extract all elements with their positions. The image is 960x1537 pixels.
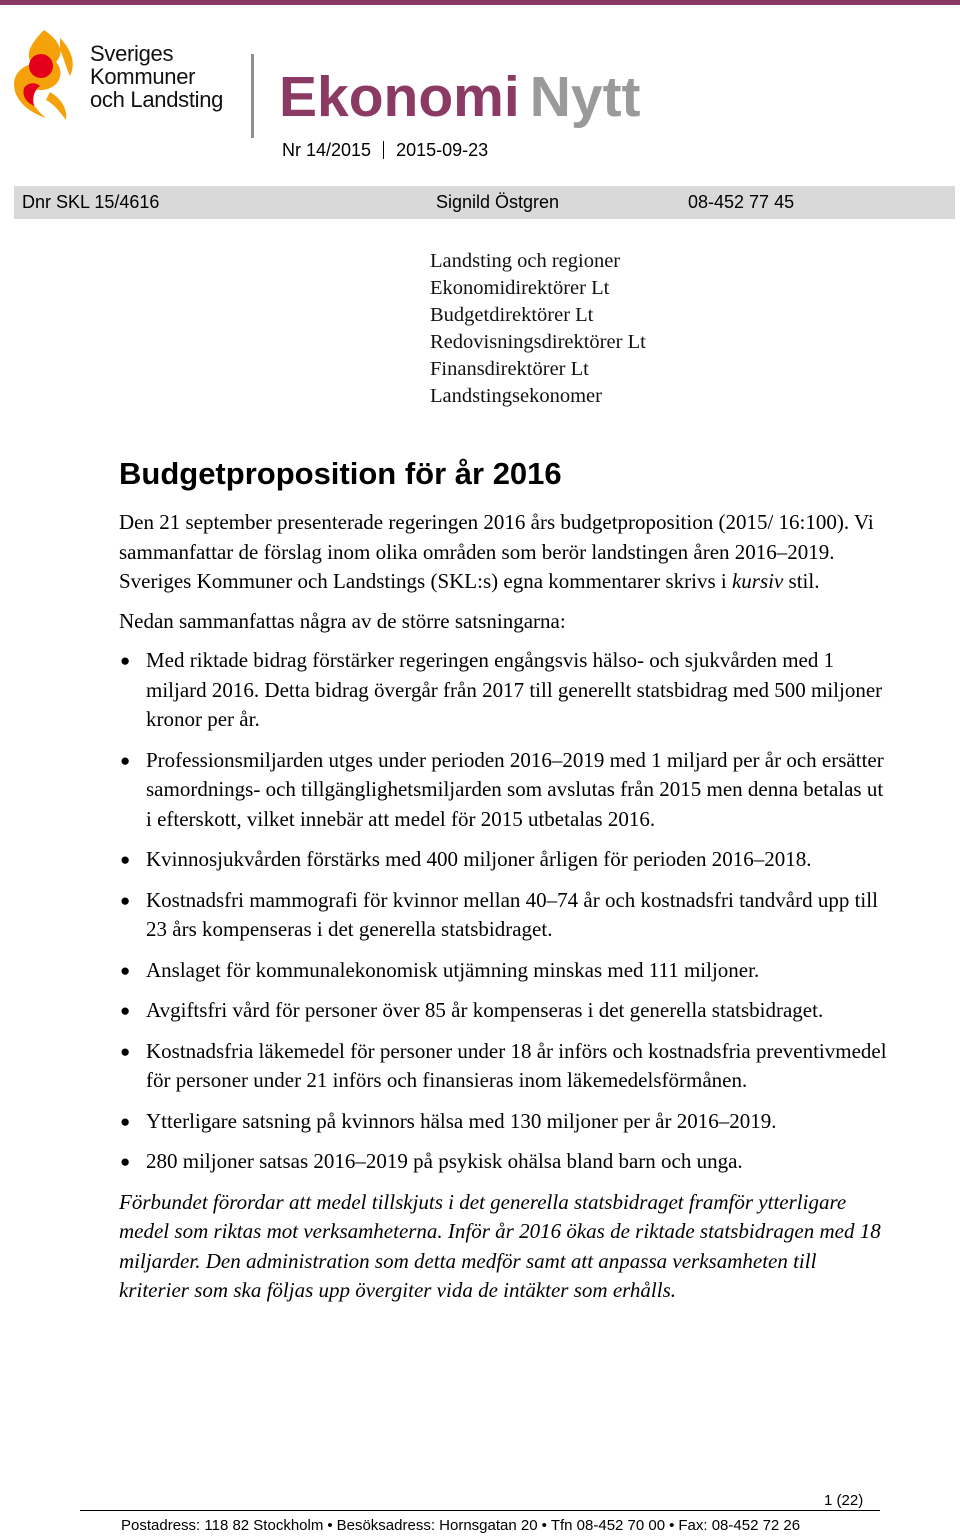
masthead-ekonomi: Ekonomi — [279, 65, 520, 129]
list-item — [119, 886, 889, 945]
list-item — [119, 646, 889, 735]
bullet-icon: ● — [120, 651, 131, 670]
list-item — [119, 1037, 889, 1096]
recipient: Landsting och regioner — [430, 250, 621, 272]
article-body — [119, 508, 889, 1306]
intro-text-end: stil. — [783, 569, 820, 593]
footer-bullet-icon: • — [669, 1517, 675, 1534]
org-line-1: Sveriges — [90, 41, 174, 66]
list-item-text: Med riktade bidrag förstärker regeringen engångsvis hälso- och sjukvården med 1 miljard 2016. Detta bidrag övergår från 2017 till generellt statsbidrag med 500 miljoner kronor per år. — [146, 648, 883, 731]
intro-italic-word: kursiv — [731, 569, 784, 593]
list-item — [119, 956, 889, 986]
skl-logo-icon — [10, 28, 76, 120]
lead-paragraph: Nedan sammanfattas några av de större satsningarna: — [119, 608, 566, 633]
recipient-list — [430, 248, 646, 410]
intro-paragraph — [119, 508, 889, 597]
bullet-icon: ● — [120, 850, 131, 869]
intro-text: Den 21 september presenterade regeringen 2016 års budgetproposition (2015/ 16:100). Vi sammanfattar de förslag inom olika områden som berör landstingen åren 2016–2019. Sveriges Kommuner och Landstings (SKL:s) egna kommentarer skrivs i — [119, 510, 874, 593]
bullet-icon: ● — [120, 1152, 131, 1171]
recipient: Ekonomidirektörer Lt — [430, 277, 610, 299]
list-item-text: 280 miljoner satsas 2016–2019 på psykisk ohälsa bland barn och unga. — [146, 1149, 743, 1173]
footer-visit: Besöksadress: Hornsgatan 20 — [336, 1517, 538, 1534]
recipient: Redovisningsdirektörer Lt — [430, 331, 646, 353]
footer-bullet-icon: • — [541, 1517, 547, 1534]
organization-name — [90, 42, 223, 111]
recipient: Landstingsekonomer — [430, 385, 602, 407]
list-item-text: Ytterligare satsning på kvinnors hälsa med 130 miljoner per år 2016–2019. — [146, 1108, 777, 1133]
contact-phone: 08-452 77 45 — [688, 192, 795, 212]
list-item-text: Professionsmiljarden utges under perioden 2016–2019 med 1 miljard per år och ersätter samordnings- och tillgänglighetsmiljarden som avslutas från 2015 men denna betalas ut i efterskott, vilket innebär att medel för 2015 utbetalas 2016. — [146, 747, 884, 831]
page-number: 1 (22) — [824, 1492, 864, 1509]
bullet-icon: ● — [120, 1001, 131, 1020]
masthead-nytt: Nytt — [529, 65, 641, 129]
list-item — [119, 746, 889, 835]
document-number: Dnr SKL 15/4616 — [22, 192, 160, 212]
list-item — [119, 1147, 889, 1177]
org-line-3: och Landsting — [90, 87, 224, 112]
issue-date: 2015-09-23 — [396, 140, 489, 160]
skl-comment-paragraph: Förbundet förordar att medel tillskjuts i det generella statsbidraget framför ytterligare medel som riktas mot verksamheterna. Inför år 2016 ökas de riktade statsbidragen med 18 miljarder. Den administration som detta medför samt att anpassa verksamheten till kriterier som ska följas upp övergiter vida de intäkter som erhålls. — [119, 1189, 881, 1302]
meta-bar — [14, 186, 955, 219]
list-item-text: Kostnadsfri mammografi för kvinnor mellan 40–74 år och kostnadsfri tandvård upp till 23 års kompenseras i det generella statsbidraget. — [146, 887, 878, 941]
list-item — [119, 996, 889, 1026]
contact-name: Signild Östgren — [436, 192, 560, 212]
footer-bullet-icon: • — [327, 1517, 333, 1534]
recipient: Budgetdirektörer Lt — [430, 304, 594, 326]
list-item — [119, 845, 889, 875]
issue-separator — [383, 141, 384, 159]
article-title: Budgetproposition för år 2016 — [119, 456, 562, 491]
org-line-2: Kommuner — [90, 64, 196, 89]
list-item-text: Avgiftsfri vård för personer över 85 år kompenseras i det generella statsbidraget. — [146, 998, 824, 1022]
issue-number: Nr 14/2015 — [282, 140, 372, 160]
bullet-icon: ● — [120, 1041, 131, 1061]
recipient: Finansdirektörer Lt — [430, 358, 589, 380]
footer-rule — [80, 1510, 880, 1511]
list-item-text: Kostnadsfria läkemedel för personer under 18 år införs och kostnadsfria preventivmedel för personer under 21 införs och finansieras inom läkemedelsförmånen. — [146, 1038, 887, 1092]
footer-address — [121, 1517, 800, 1534]
issue-line — [282, 140, 488, 161]
list-item-text: Anslaget för kommunalekonomisk utjämning minskas med 111 miljoner. — [146, 957, 760, 982]
top-rule — [0, 0, 960, 5]
footer-postal: Postadress: 118 82 Stockholm — [121, 1517, 324, 1534]
masthead-title — [279, 62, 641, 132]
bullet-icon: ● — [120, 890, 131, 910]
footer-fax: Fax: 08-452 72 26 — [678, 1517, 801, 1534]
list-item-text: Kvinnosjukvården förstärks med 400 miljoner årligen för perioden 2016–2018. — [146, 847, 812, 871]
footer-phone: Tfn 08-452 70 00 — [550, 1517, 666, 1534]
bullet-icon: ● — [120, 960, 131, 980]
bullet-icon: ● — [120, 1111, 131, 1131]
bullet-icon: ● — [120, 750, 131, 770]
list-item — [119, 1107, 889, 1137]
bullet-list — [119, 646, 889, 1177]
header-divider — [251, 54, 254, 138]
